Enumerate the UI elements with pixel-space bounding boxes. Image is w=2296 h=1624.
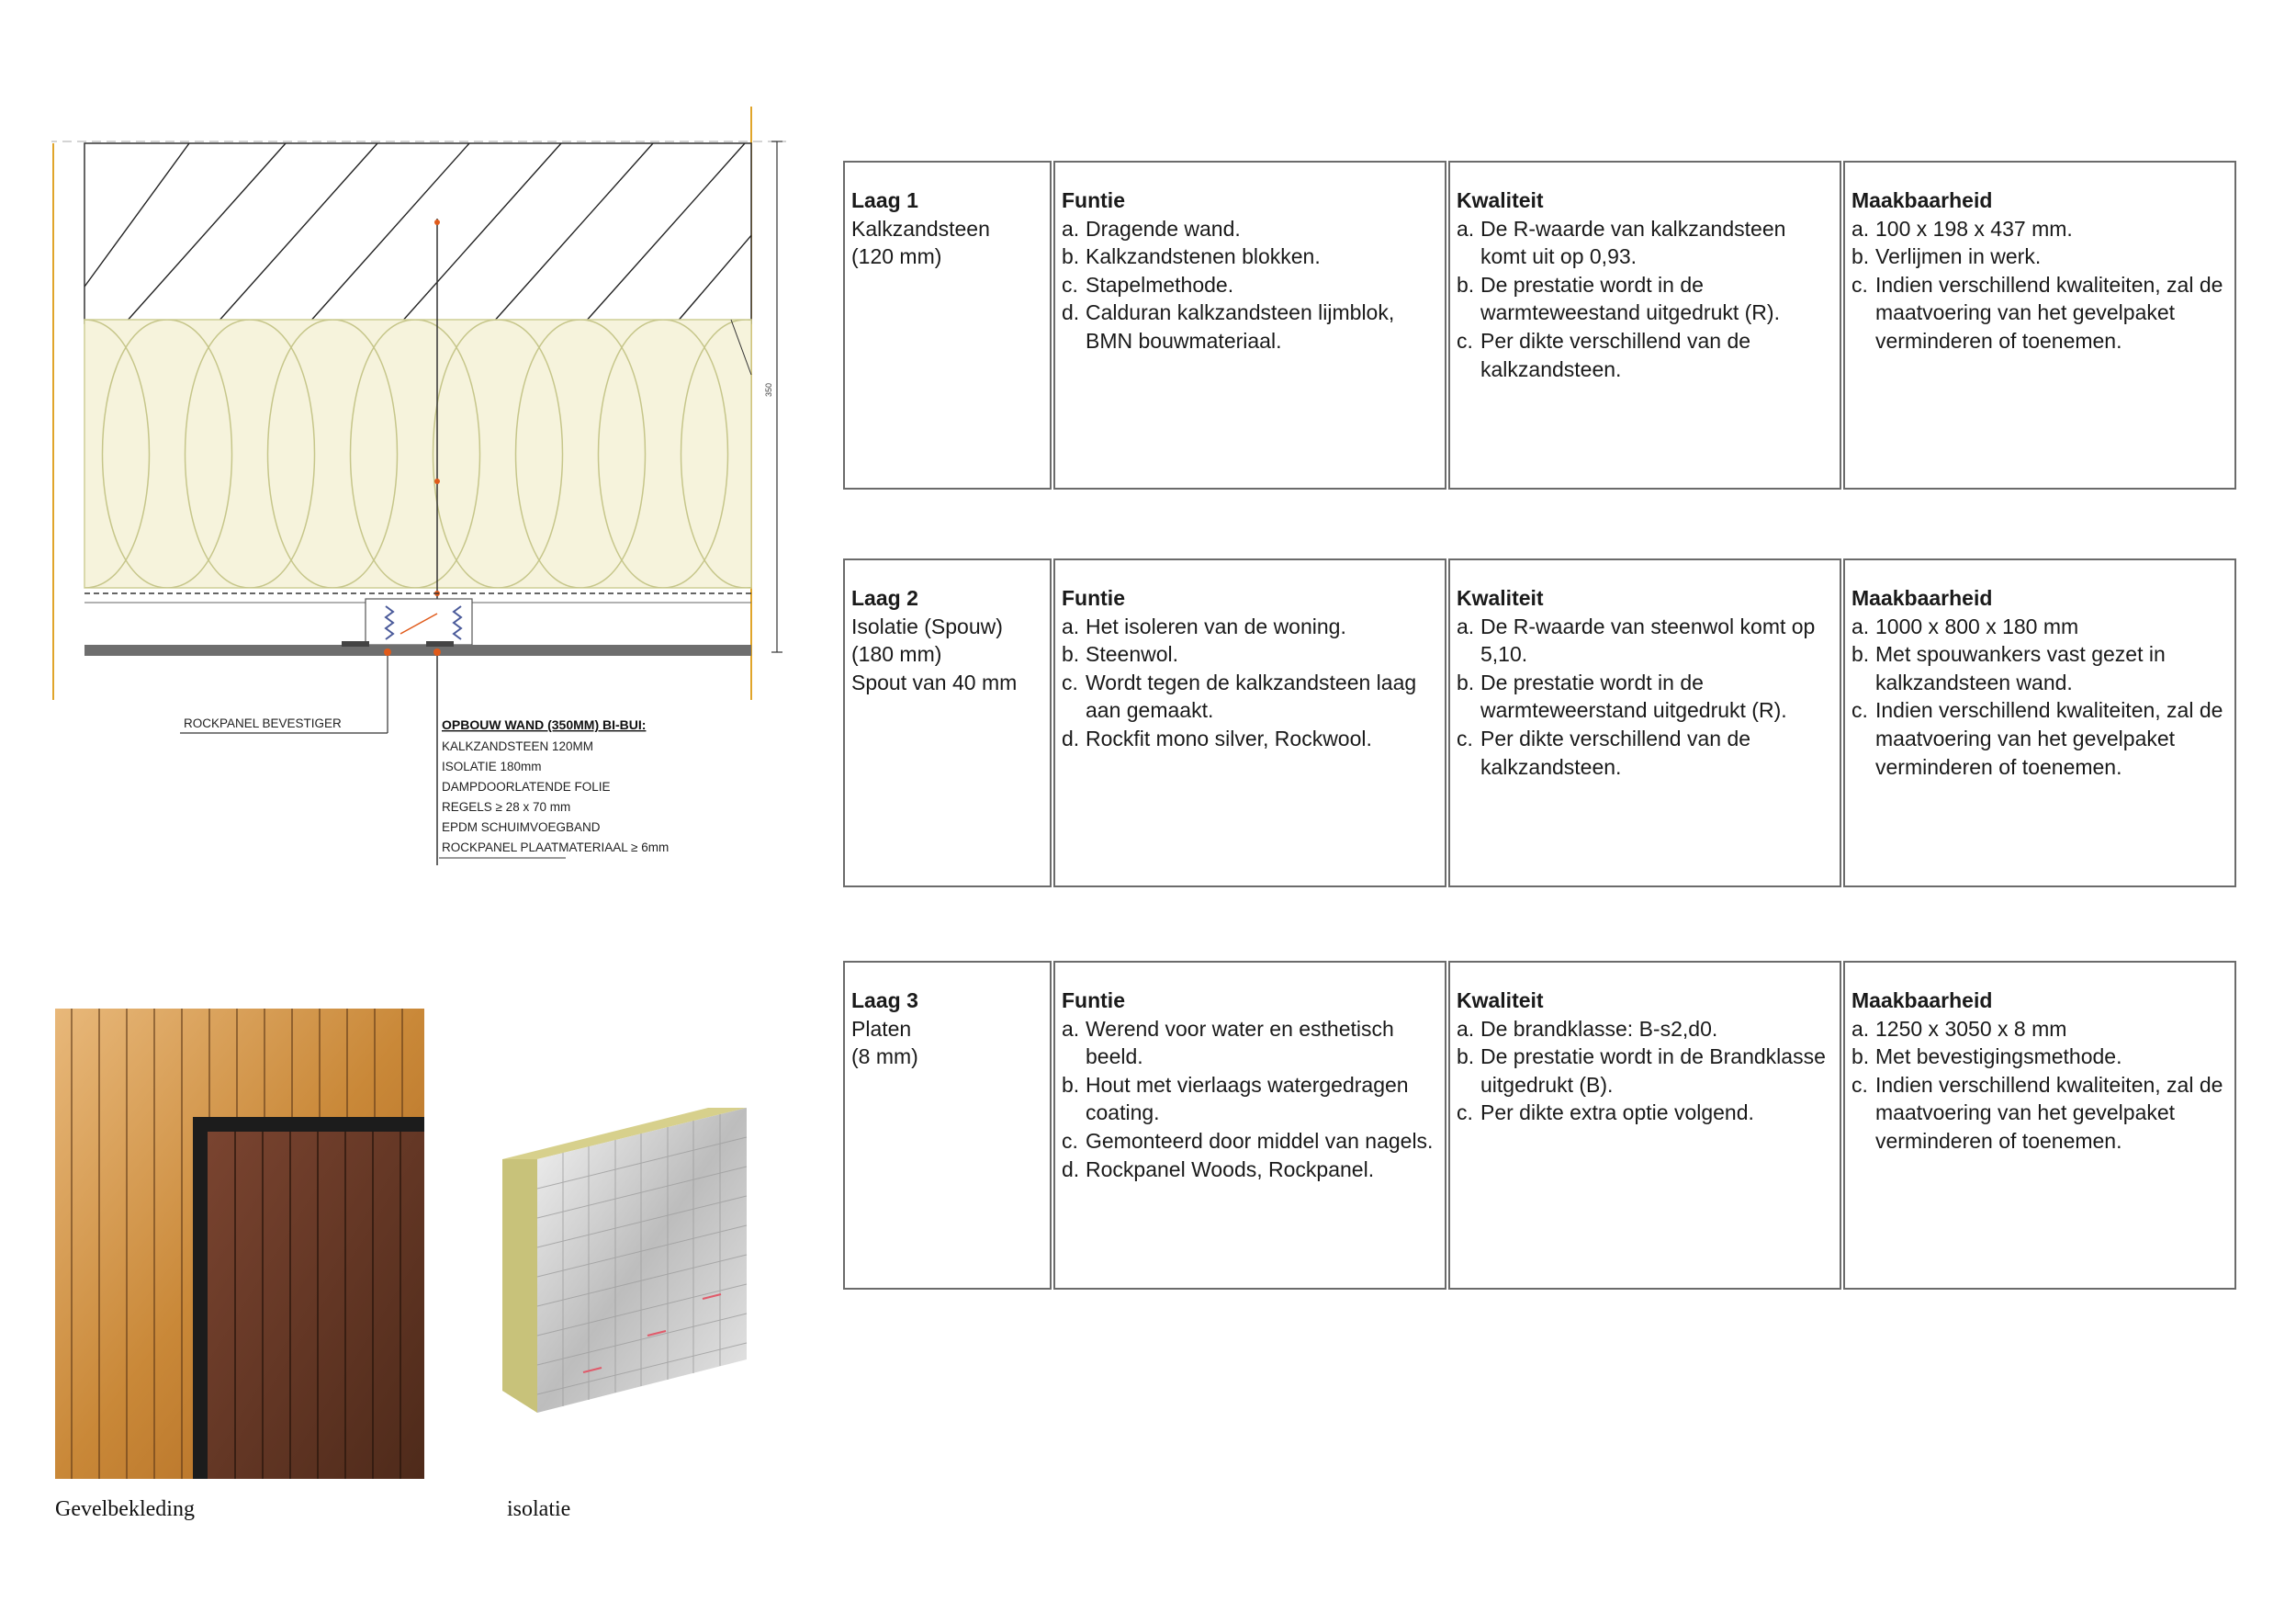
function-title: Funtie <box>1062 188 1125 212</box>
layer-title: Laag 2 <box>851 586 918 610</box>
list-item: a. 1250 x 3050 x 8 mm <box>1851 1016 2067 1041</box>
list-item: c. Per dikte verschillend van de kalkzandsteen. <box>1457 726 1751 779</box>
layer-line: Kalkzandsteen <box>851 216 990 241</box>
quality-title: Kwaliteit <box>1457 188 1544 212</box>
layer-line: (120 mm) <box>851 244 942 269</box>
layer-line: Isolatie (Spouw) <box>851 614 1003 638</box>
layer-3-table <box>843 961 2236 1290</box>
list-item: c. Indien verschillend kwaliteiten, zal de maatvoering van het gevelpaket verminderen of toenemen. <box>1851 698 2223 779</box>
rockpanel-board <box>84 645 751 656</box>
layer-2-table <box>843 558 2236 887</box>
function-cell <box>1053 961 1446 1290</box>
list-item: c. Per dikte verschillend van de kalkzandsteen. <box>1457 328 1751 381</box>
door-panel <box>208 1132 424 1479</box>
insulation-board-photo <box>501 1106 750 1413</box>
list-item: b. Steenwol. <box>1062 642 1179 667</box>
buildup-line: DAMPDOORLATENDE FOLIE <box>442 780 611 794</box>
list-item: a. De brandklasse: B-s2,d0. <box>1457 1016 1718 1041</box>
buildup-line: KALKZANDSTEEN 120MM <box>442 739 594 753</box>
list-item: b. De prestatie wordt in de warmteweestand uitgedrukt (R). <box>1457 272 1780 325</box>
list-item: d. Rockfit mono silver, Rockwool. <box>1062 726 1372 750</box>
list-item: c. Indien verschillend kwaliteiten, zal de maatvoering van het gevelpaket verminderen of toenemen. <box>1851 272 2223 353</box>
list-item: c. Wordt tegen de kalkzandsteen laag aan gemaakt. <box>1062 670 1417 723</box>
buildup-heading: OPBOUW WAND (350MM) BI-BUI: <box>442 717 647 732</box>
buildability-title: Maakbaarheid <box>1851 586 1993 610</box>
list-item: d. Calduran kalkzandsteen lijmblok, BMN bouwmateriaal. <box>1062 300 1395 353</box>
function-title: Funtie <box>1062 988 1125 1012</box>
function-cell <box>1053 558 1446 887</box>
fastener-label: ROCKPANEL BEVESTIGER <box>184 716 342 730</box>
layer-cell <box>843 558 1052 887</box>
quality-title: Kwaliteit <box>1457 586 1544 610</box>
buildup-line: ISOLATIE 180mm <box>442 760 542 773</box>
quality-cell <box>1448 961 1841 1290</box>
function-cell <box>1053 161 1446 490</box>
layer-line: Spout van 40 mm <box>851 670 1018 694</box>
layer-line: Platen <box>851 1016 912 1041</box>
buildability-cell <box>1843 161 2236 490</box>
layer-cell <box>843 961 1052 1290</box>
buildup-line: REGELS ≥ 28 x 70 mm <box>442 800 571 814</box>
cladding-caption: Gevelbekleding <box>55 1497 195 1521</box>
list-item: d. Rockpanel Woods, Rockpanel. <box>1062 1156 1375 1181</box>
layer-1-table <box>843 161 2236 490</box>
layer-line: (8 mm) <box>851 1044 918 1069</box>
list-item: c. Per dikte extra optie volgend. <box>1457 1100 1754 1125</box>
layer-title: Laag 1 <box>851 188 918 212</box>
buildability-title: Maakbaarheid <box>1851 988 1993 1012</box>
list-item: a. 1000 x 800 x 180 mm <box>1851 614 2079 638</box>
buildup-line: EPDM SCHUIMVOEGBAND <box>442 820 601 834</box>
list-item: b. Met bevestigingsmethode. <box>1851 1044 2122 1069</box>
list-item: a. Dragende wand. <box>1062 216 1241 241</box>
layer-title: Laag 3 <box>851 988 918 1012</box>
list-item: b. Hout met vierlaags watergedragen coating. <box>1062 1072 1409 1125</box>
facade-cladding-photo <box>55 1009 424 1479</box>
buildability-cell <box>1843 961 2236 1290</box>
insulation-caption: isolatie <box>507 1497 571 1521</box>
list-item: c. Indien verschillend kwaliteiten, zal de maatvoering van het gevelpaket verminderen of toenemen. <box>1851 1072 2223 1153</box>
quality-cell <box>1448 558 1841 887</box>
sand-lime-brick-layer <box>84 143 751 323</box>
quality-title: Kwaliteit <box>1457 988 1544 1012</box>
buildup-line: ROCKPANEL PLAATMATERIAAL ≥ 6mm <box>442 840 670 854</box>
list-item: a. De R-waarde van kalkzandsteen komt uit op 0,93. <box>1457 216 1786 269</box>
list-item: b. De prestatie wordt in de warmteweerstand uitgedrukt (R). <box>1457 670 1787 723</box>
list-item: b. Kalkzandstenen blokken. <box>1062 244 1321 269</box>
function-title: Funtie <box>1062 586 1125 610</box>
list-item: a. 100 x 198 x 437 mm. <box>1851 216 2073 241</box>
buildability-cell <box>1843 558 2236 887</box>
list-item: a. Het isoleren van de woning. <box>1062 614 1346 638</box>
list-item: a. Werend voor water en esthetisch beeld. <box>1062 1016 1394 1069</box>
quality-cell <box>1448 161 1841 490</box>
svg-text:350: 350 <box>764 382 773 397</box>
list-item: c. Stapelmethode. <box>1062 272 1234 297</box>
list-item: a. De R-waarde van steenwol komt op 5,10. <box>1457 614 1816 667</box>
layer-line: (180 mm) <box>851 642 942 667</box>
list-item: b. Verlijmen in werk. <box>1851 244 2042 269</box>
layer-cell <box>843 161 1052 490</box>
buildability-title: Maakbaarheid <box>1851 188 1993 212</box>
list-item: c. Gemonteerd door middel van nagels. <box>1062 1128 1434 1153</box>
list-item: b. De prestatie wordt in de Brandklasse uitgedrukt (B). <box>1457 1044 1826 1097</box>
wall-section-detail <box>51 103 805 893</box>
foil-face <box>537 1108 747 1413</box>
list-item: b. Met spouwankers vast gezet in kalkzandsteen wand. <box>1851 642 2166 694</box>
